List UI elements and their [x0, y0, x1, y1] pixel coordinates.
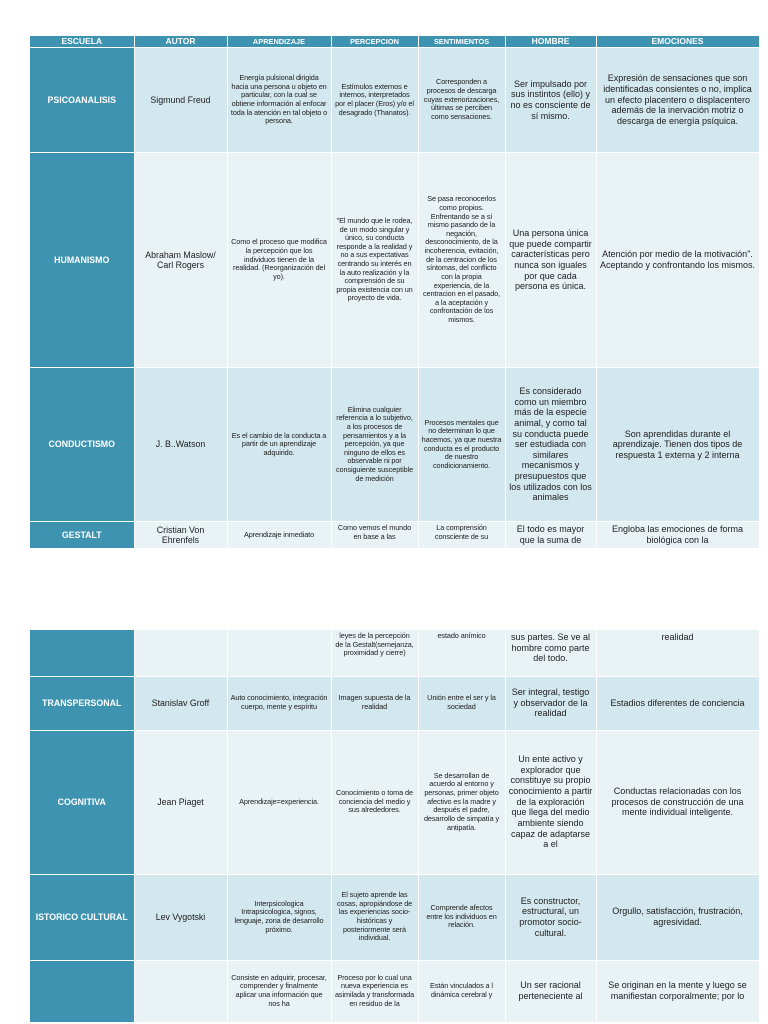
sentimientos-cell: Están vinculados a l dinámica cerebral y: [418, 960, 505, 1022]
header-autor: AUTOR: [134, 36, 227, 48]
aprendizaje-cell: Aprendizaje=experiencia.: [227, 730, 331, 874]
aprendizaje-cell: Es el cambio de la conducta a partir de un aprendizaje adquirido.: [227, 368, 331, 522]
sentimientos-cell: estado anímico: [418, 630, 505, 676]
emociones-cell: realidad: [596, 630, 759, 676]
schools-table-top: [30, 36, 760, 549]
hombre-cell: Una persona única que puede compartir características pero nunca son iguales por que cada persona es única.: [505, 153, 596, 368]
escuela-cell: COGNITIVA: [30, 730, 134, 874]
table-row: [30, 522, 759, 549]
emociones-cell: Se originan en la mente y luego se manifiestan corporalmente; por lo: [596, 960, 759, 1022]
table-row: [30, 730, 759, 874]
percepcion-cell: Estímulos externos e internos, interpretados por el placer (Eros) y/o el desagrado (Thanatos).: [331, 48, 418, 153]
percepcion-cell: Proceso por lo cual una nueva experiencia es asimilada y transformada en residuo de la: [331, 960, 418, 1022]
autor-cell: Sigmund Freud: [134, 48, 227, 153]
aprendizaje-cell: Interpsicologica Intrapsicologica, signos, lenguaje, zona de desarrollo próximo.: [227, 874, 331, 960]
header-emociones: EMOCIONES: [596, 36, 759, 48]
hombre-cell: Un ser racional perteneciente al: [505, 960, 596, 1022]
autor-cell: [134, 630, 227, 676]
escuela-cell: GESTALT: [30, 522, 134, 549]
table-row: [30, 874, 759, 960]
sentimientos-cell: Procesos mentales que no determinan lo que hacemos, ya que nuestra conducta es el producto de nuestro condicionamiento.: [418, 368, 505, 522]
emociones-cell: Son aprendidas durante el aprendizaje. Tienen dos tipos de respuesta 1 externa y 2 interna: [596, 368, 759, 522]
autor-cell: Abraham Maslow/ Carl Rogers: [134, 153, 227, 368]
hombre-cell: Un ente activo y explorador que constituye su propio conocimiento a partir de la exploración que llega del medio ambiente siendo capaz de adaptarse a el: [505, 730, 596, 874]
autor-cell: Stanislav Groff: [134, 676, 227, 730]
emociones-cell: Atención por medio de la motivación". Aceptando y confrontando los mismos.: [596, 153, 759, 368]
aprendizaje-cell: [227, 630, 331, 676]
emociones-cell: Conductas relacionadas con los procesos de construcción de una mente individual inteligente.: [596, 730, 759, 874]
header-aprendizaje: APRENDIZAJE: [227, 36, 331, 48]
autor-cell: J. B..Watson: [134, 368, 227, 522]
emociones-cell: Estadios diferentes de conciencia: [596, 676, 759, 730]
percepcion-cell: El sujeto aprende las cosas, apropiándose de las experiencias socio-históricas y posteriormente será individual.: [331, 874, 418, 960]
header-escuela: ESCUELA: [30, 36, 134, 48]
header-sentimientos: SENTIMIENTOS: [418, 36, 505, 48]
escuela-cell: [30, 960, 134, 1022]
sentimientos-cell: Se pasa reconocerlos como propios. Enfrentando se a sí mismo pasando de la negación, desconocimiento, de la incoherencia, evitación, de la centracion de los síntomas, del conflicto con la propia experiencia, de la centracion en el pasado, a la aceptación y confrontación de los mismos.: [418, 153, 505, 368]
aprendizaje-cell: Como el proceso que modifica la percepción que los individuos tienen de la realidad. (Reorganización del yo).: [227, 153, 331, 368]
sentimientos-cell: Corresponden a procesos de descarga cuyas exteriorizaciones, últimas se perciben como sensaciones.: [418, 48, 505, 153]
escuela-cell: ISTORICO CULTURAL: [30, 874, 134, 960]
autor-cell: Cristian Von Ehrenfels: [134, 522, 227, 549]
hombre-cell: Ser impulsado por sus instintos (ello) y no es consciente de sí mismo.: [505, 48, 596, 153]
aprendizaje-cell: Aprendizaje inmediato: [227, 522, 331, 549]
autor-cell: Jean Piaget: [134, 730, 227, 874]
header-row: [30, 36, 759, 48]
table-row: [30, 368, 759, 522]
table-row: [30, 48, 759, 153]
hombre-cell: El todo es mayor que la suma de: [505, 522, 596, 549]
table-row: [30, 630, 759, 676]
hombre-cell: Es constructor, estructural, un promotor socio-cultural.: [505, 874, 596, 960]
schools-table-bottom: [30, 630, 760, 1023]
sentimientos-cell: Comprende afectos entre los individuos en relación.: [418, 874, 505, 960]
escuela-cell: PSICOANALISIS: [30, 48, 134, 153]
escuela-cell: TRANSPERSONAL: [30, 676, 134, 730]
escuela-cell: CONDUCTISMO: [30, 368, 134, 522]
escuela-cell: HUMANISMO: [30, 153, 134, 368]
sentimientos-cell: La comprensión consciente de su: [418, 522, 505, 549]
emociones-cell: Orgullo, satisfacción, frustración, agresividad.: [596, 874, 759, 960]
aprendizaje-cell: Auto conocimiento, integración cuerpo, mente y espíritu: [227, 676, 331, 730]
hombre-cell: Es considerado como un miembro más de la especie animal, y como tal su conducta puede ser estudiada con similares mecanismos y presupuestos que los utilizados con los animales: [505, 368, 596, 522]
percepcion-cell: "El mundo que le rodea, de un modo singular y único, su conducta responde a la realidad y no a sus expectativas centrando su interés en la auto realización y la comprensión de su propia existencia con un proyecto de vida.: [331, 153, 418, 368]
sentimientos-cell: Se desarrollan de acuerdo al entorno y personas, primer objeto afectivo es la madre y después el padre, desarrollo de simpatía y antipatía.: [418, 730, 505, 874]
hombre-cell: sus partes. Se ve al hombre como parte del todo.: [505, 630, 596, 676]
aprendizaje-cell: Consiste en adquirir, procesar, comprender y finalmente aplicar una información que nos ha: [227, 960, 331, 1022]
autor-cell: [134, 960, 227, 1022]
emociones-cell: Expresión de sensaciones que son identificadas consientes o no, implica un efecto placentero o displacentero además de la inervación motriz o descarga de energía psíquica.: [596, 48, 759, 153]
sentimientos-cell: Unión entre el ser y la sociedad: [418, 676, 505, 730]
header-percepcion: PERCEPCION: [331, 36, 418, 48]
table-row: [30, 676, 759, 730]
percepcion-cell: leyes de la percepción de la Gestalt(semejanza, proximidad y cierre): [331, 630, 418, 676]
emociones-cell: Engloba las emociones de forma biológica con la: [596, 522, 759, 549]
aprendizaje-cell: Energía pulsional dirigida hacia una persona u objeto en particular, con la cual se obtiene información al enfocar toda la atención en tal objeto o persona.: [227, 48, 331, 153]
percepcion-cell: Conocimiento o toma de conciencia del medio y sus alrededores.: [331, 730, 418, 874]
table-row: [30, 960, 759, 1022]
percepcion-cell: Imagen supuesta de la realidad: [331, 676, 418, 730]
header-hombre: HOMBRE: [505, 36, 596, 48]
autor-cell: Lev Vygotski: [134, 874, 227, 960]
percepcion-cell: Como vemos el mundo en base a las: [331, 522, 418, 549]
escuela-cell: [30, 630, 134, 676]
percepcion-cell: Elimina cualquier referencia a lo subjetivo, a los procesos de pensamientos y a la percepción, ya que ninguno de ellos es observable ni por consiguiente susceptible de medición: [331, 368, 418, 522]
table-row: [30, 153, 759, 368]
hombre-cell: Ser integral, testigo y observador de la realidad: [505, 676, 596, 730]
